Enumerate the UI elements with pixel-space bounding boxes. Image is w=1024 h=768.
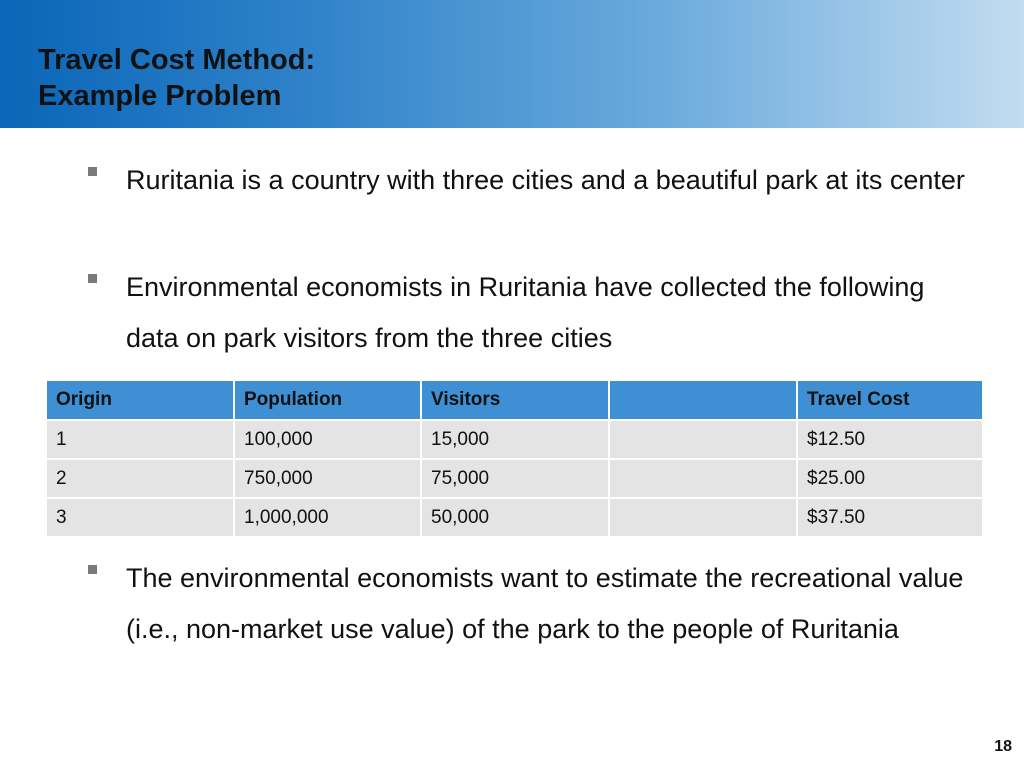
table-cell: $12.50 <box>797 420 983 459</box>
slide-number: 18 <box>994 738 1012 755</box>
table-cell: 75,000 <box>421 459 609 498</box>
square-bullet-icon <box>88 565 97 574</box>
table-cell <box>609 498 797 537</box>
table-cell: 2 <box>46 459 234 498</box>
square-bullet-icon <box>88 167 97 176</box>
column-header-origin: Origin <box>46 380 234 420</box>
slide-title-line-1: Travel Cost Method: <box>38 44 316 76</box>
table-row <box>46 459 983 498</box>
table-cell: 750,000 <box>234 459 421 498</box>
slide-title-line-2: Example Problem <box>38 80 282 112</box>
table-row <box>46 420 983 459</box>
title-banner <box>0 0 1024 128</box>
bullet-text: The environmental economists want to estimate the recreational value (i.e., non-market use value) of the park to the people of Ruritania <box>126 563 964 644</box>
table-cell: 1 <box>46 420 234 459</box>
table-cell: 100,000 <box>234 420 421 459</box>
table-cell: $25.00 <box>797 459 983 498</box>
park-visitors-table <box>45 379 984 538</box>
table-cell: 50,000 <box>421 498 609 537</box>
column-header-population: Population <box>234 380 421 420</box>
table-cell: 3 <box>46 498 234 537</box>
table-cell: $37.50 <box>797 498 983 537</box>
table-cell: 15,000 <box>421 420 609 459</box>
table-cell <box>609 459 797 498</box>
table-header-row <box>46 380 983 420</box>
square-bullet-icon <box>88 274 97 283</box>
table-cell <box>609 420 797 459</box>
bullet-text: Environmental economists in Ruritania have collected the following data on park visitors from the three cities <box>126 272 925 353</box>
table-cell: 1,000,000 <box>234 498 421 537</box>
bullet-text: Ruritania is a country with three cities and a beautiful park at its center <box>126 165 965 195</box>
column-header-blank <box>609 380 797 420</box>
slide-title <box>38 42 315 114</box>
column-header-visitors: Visitors <box>421 380 609 420</box>
column-header-travel-cost: Travel Cost <box>797 380 983 420</box>
table-row <box>46 498 983 537</box>
